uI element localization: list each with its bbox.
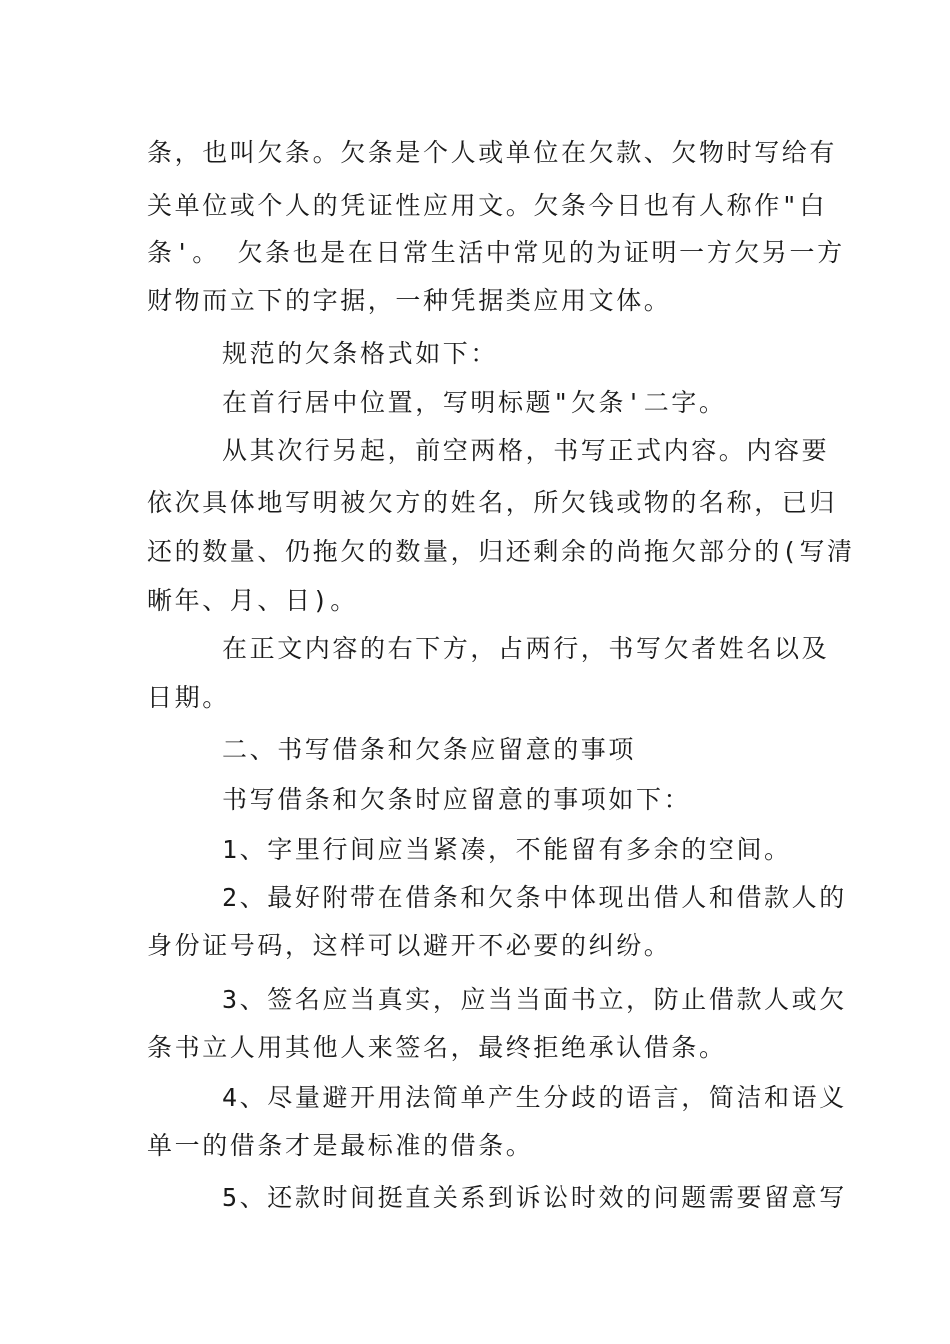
list-item: 5、还款时间挺直关系到诉讼时效的问题需要留意写 bbox=[222, 1183, 847, 1212]
paragraph-line: 晰年、月、日)。 bbox=[147, 586, 358, 615]
paragraph-line: 条，也叫欠条。欠条是个人或单位在欠款、欠物时写给有 bbox=[147, 138, 838, 167]
list-item-continued: 身份证号码，这样可以避开不必要的纠纷。 bbox=[147, 931, 672, 960]
list-item: 2、最好附带在借条和欠条中体现出借人和借款人的 bbox=[222, 883, 847, 912]
paragraph-line: 还的数量、仍拖欠的数量，归还剩余的尚拖欠部分的(写清 bbox=[147, 537, 855, 566]
list-item: 3、签名应当真实，应当当面书立，防止借款人或欠 bbox=[222, 985, 847, 1014]
paragraph-line: 日期。 bbox=[147, 683, 230, 712]
list-item-continued: 单一的借条才是最标准的借条。 bbox=[147, 1131, 534, 1160]
list-item-continued: 条书立人用其他人来签名，最终拒绝承认借条。 bbox=[147, 1033, 727, 1062]
section-heading: 二、书写借条和欠条应留意的事项 bbox=[222, 735, 637, 764]
paragraph-line: 规范的欠条格式如下： bbox=[222, 339, 499, 368]
paragraph-line: 条'。 欠条也是在日常生活中常见的为证明一方欠另一方 bbox=[147, 238, 845, 267]
paragraph-line: 书写借条和欠条时应留意的事项如下： bbox=[222, 785, 692, 814]
paragraph-line: 在首行居中位置，写明标题"欠条'二字。 bbox=[222, 388, 727, 417]
paragraph-line: 从其次行另起，前空两格，书写正式内容。内容要 bbox=[222, 436, 830, 465]
paragraph-line: 依次具体地写明被欠方的姓名，所欠钱或物的名称，已归 bbox=[147, 488, 838, 517]
list-item: 4、尽量避开用法简单产生分歧的语言，简洁和语义 bbox=[222, 1083, 847, 1112]
paragraph-line: 关单位或个人的凭证性应用文。欠条今日也有人称作"白 bbox=[147, 191, 828, 220]
paragraph-line: 财物而立下的字据，一种凭据类应用文体。 bbox=[147, 286, 672, 315]
list-item: 1、字里行间应当紧凑，不能留有多余的空间。 bbox=[222, 835, 792, 864]
paragraph-line: 在正文内容的右下方，占两行，书写欠者姓名以及 bbox=[222, 634, 830, 663]
